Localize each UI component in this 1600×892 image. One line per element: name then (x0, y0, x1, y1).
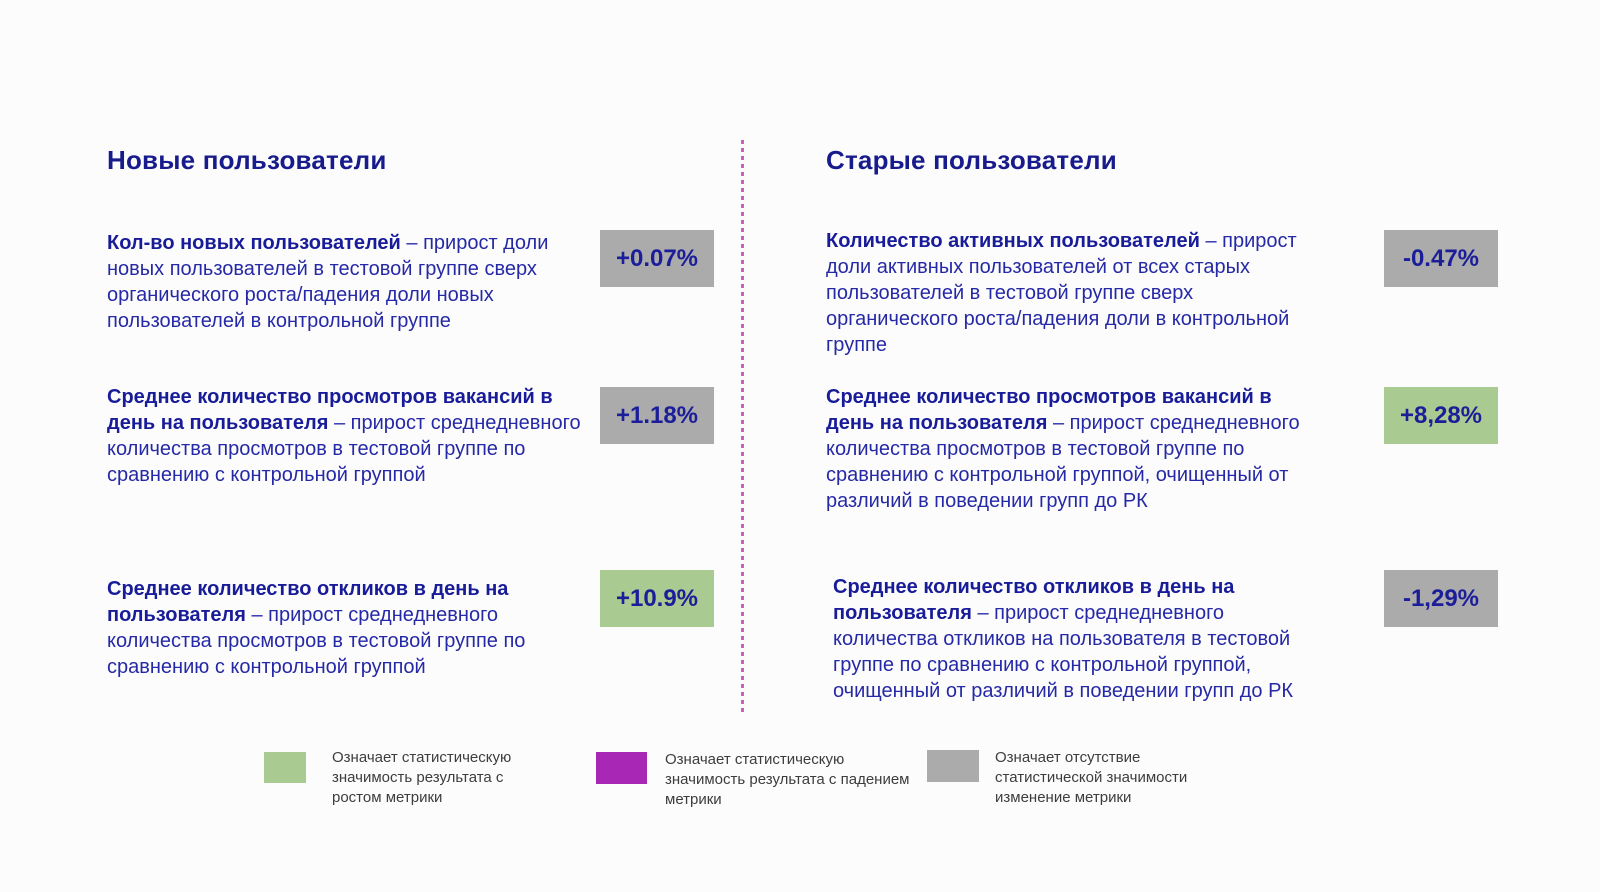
metric-value-badge: +8,28% (1384, 387, 1498, 444)
metric-description (826, 384, 1321, 514)
metric-value-badge: -0.47% (1384, 230, 1498, 287)
metric-desc: – прирост доли активных пользователей от всех старых пользователей в тестовой группе сверх органического роста/падения доли в контрольной группе (826, 230, 1297, 356)
metric-description (107, 230, 582, 334)
metric-desc: – прирост доли новых пользователей в тестовой группе сверх органического роста/падения доли новых пользователей в контрольной группе (107, 232, 549, 332)
metric-term: Количество активных пользователей (826, 230, 1200, 252)
metric-value-badge: +0.07% (600, 230, 714, 287)
metric-term: Кол-во новых пользователей (107, 232, 401, 254)
metric-term: Среднее количество откликов в день на пользователя (107, 578, 509, 626)
column-title-old-users: Старые пользователи (826, 145, 1117, 175)
metric-desc: – прирост среднедневного количества просмотров в тестовой группе по сравнению с контрольной группой (107, 604, 526, 678)
column-title-new-users: Новые пользователи (107, 145, 387, 175)
metric-value-badge: +10.9% (600, 570, 714, 627)
metric-desc: – прирост среднедневного количества откликов на пользователя в тестовой группе по сравнению с контрольной группой, очищенный от различий в поведении групп до РК (833, 602, 1294, 702)
metric-desc: – прирост среднедневного количества просмотров в тестовой группе по сравнению с контрольной группой (107, 412, 581, 486)
metric-description (833, 574, 1328, 704)
legend-label-not-significant: Означает отсутствие статистической значимости изменение метрики (995, 749, 1188, 806)
legend-swatch-growth-green (264, 752, 306, 783)
legend-label-drop: Означает статистическую значимость результата с падением метрики (665, 751, 910, 808)
metric-description (107, 576, 579, 680)
metric-description (107, 384, 582, 488)
metric-desc: – прирост среднедневного количества просмотров в тестовой группе по сравнению с контрольной группой, очищенный от различий в поведении групп до РК (826, 412, 1300, 512)
metric-description (826, 228, 1321, 358)
metric-term: Среднее количество просмотров вакансий в день на пользователя (826, 386, 1272, 434)
column-divider (741, 140, 744, 712)
metric-term: Среднее количество просмотров вакансий в день на пользователя (107, 386, 553, 434)
legend-swatch-drop-magenta (596, 752, 647, 784)
legend-swatch-not-significant-gray (927, 750, 979, 782)
metric-term: Среднее количество откликов в день на пользователя (833, 576, 1235, 624)
legend-label-growth: Означает статистическую значимость результата с ростом метрики (332, 749, 512, 806)
metric-value-badge: +1.18% (600, 387, 714, 444)
metric-value-badge: -1,29% (1384, 570, 1498, 627)
